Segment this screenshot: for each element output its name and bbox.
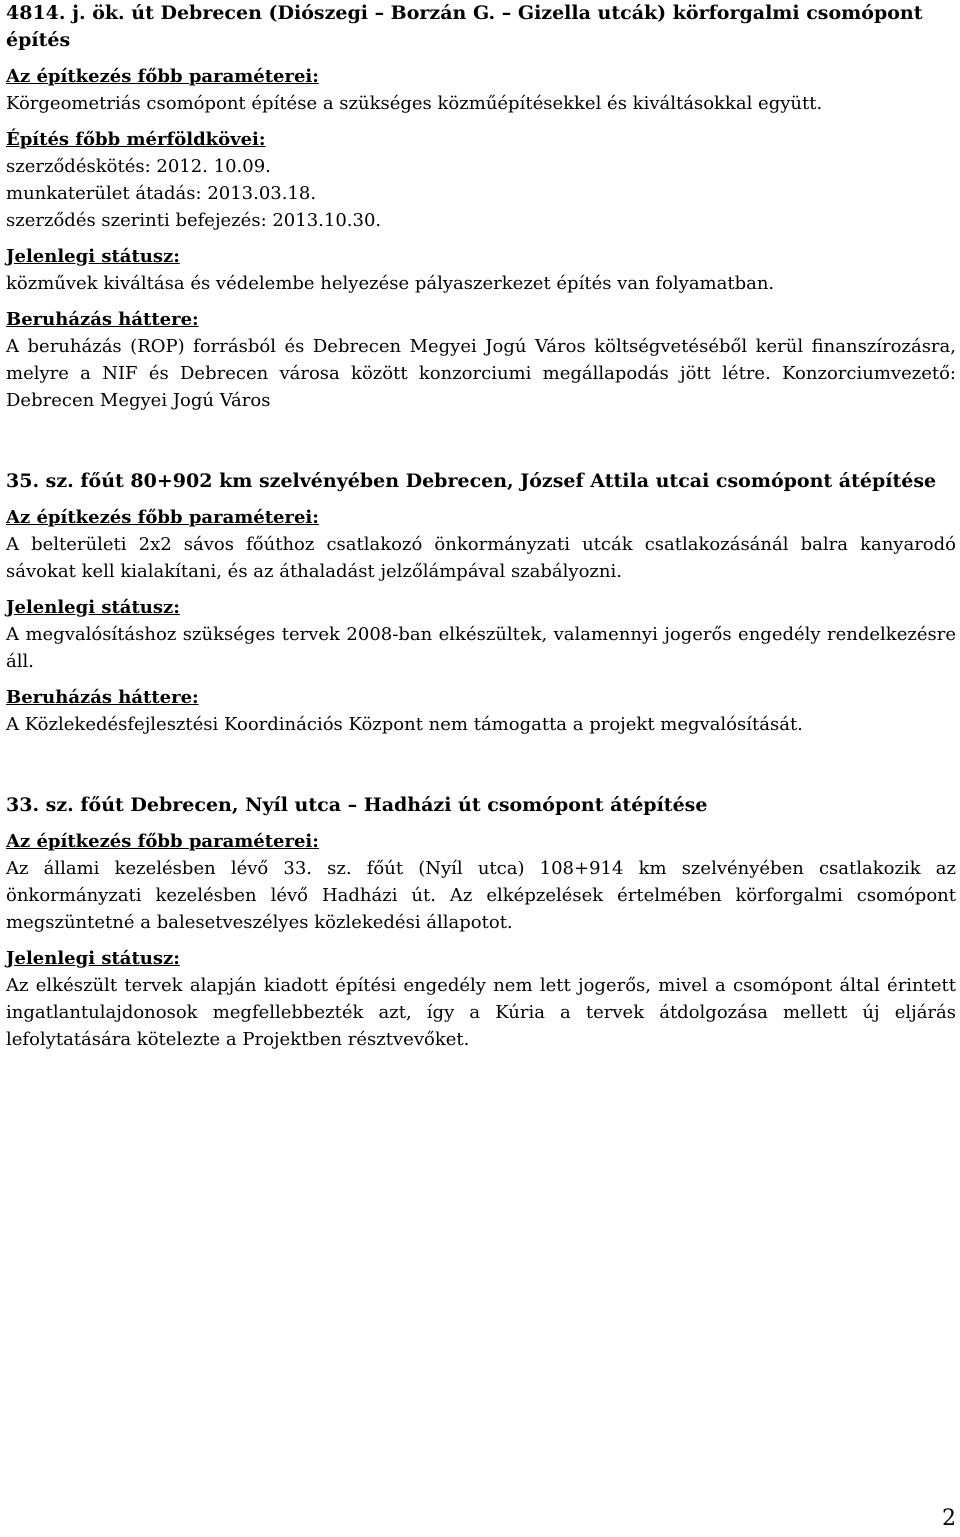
project-section-33: [6, 792, 956, 1053]
status-text: Az elkészült tervek alapján kiadott építési engedély nem lett jogerős, mivel a csomópont által érintett ingatlantulajdonosok megfellebbezték azt, így a Kúria a tervek átdolgozása mellett új eljárás lefolytatására kötelezte a Projektben résztvevőket.: [6, 975, 956, 1050]
params-heading: Az építkezés főbb paraméterei:: [6, 831, 319, 852]
params-heading: Az építkezés főbb paraméterei:: [6, 507, 319, 528]
document-page: [6, 0, 956, 1053]
status-heading: Jelenlegi státusz:: [6, 597, 180, 618]
milestones-heading: Építés főbb mérföldkövei:: [6, 129, 266, 150]
status-text: A megvalósításhoz szükséges tervek 2008-ban elkészültek, valamennyi jogerős engedély rendelkezésre áll.: [6, 624, 956, 672]
background-heading: Beruházás háttere:: [6, 309, 199, 330]
status-text: közművek kiváltása és védelembe helyezése pályaszerkezet építés van folyamatban.: [6, 273, 775, 294]
background-heading: Beruházás háttere:: [6, 687, 199, 708]
section-title: 33. sz. főút Debrecen, Nyíl utca – Hadházi út csomópont átépítése: [6, 794, 708, 816]
params-text: Körgeometriás csomópont építése a szükséges közműépítésekkel és kiváltásokkal együtt.: [6, 93, 823, 114]
milestone-completion: szerződés szerinti befejezés: 2013.10.30.: [6, 210, 382, 231]
background-text: A beruházás (ROP) forrásból és Debrecen Megyei Jogú Város költségvetéséből kerül finanszírozásra, melyre a NIF és Debrecen városa között konzorciumi megállapodás jött létre. Konzorciumvezető: Debrecen Megyei Jogú Város: [6, 336, 956, 411]
milestone-contract: szerződéskötés: 2012. 10.09.: [6, 156, 271, 177]
page-number: 2: [942, 1506, 956, 1531]
section-title: 4814. j. ök. út Debrecen (Diószegi – Borzán G. – Gizella utcák) körforgalmi csomópont építés: [6, 2, 923, 51]
params-heading: Az építkezés főbb paraméterei:: [6, 66, 319, 87]
project-section-4814: [6, 0, 956, 414]
background-text: A Közlekedésfejlesztési Koordinációs Központ nem támogatta a projekt megvalósítását.: [6, 714, 803, 735]
params-text: Az állami kezelésben lévő 33. sz. főút (Nyíl utca) 108+914 km szelvényében csatlakozik az önkormányzati kezelésben lévő Hadházi út. Az elképzelések értelmében körforgalmi csomópont megszüntetné a balesetveszélyes közlekedési állapotot.: [6, 858, 956, 933]
status-heading: Jelenlegi státusz:: [6, 246, 180, 267]
section-title: 35. sz. főút 80+902 km szelvényében Debrecen, József Attila utcai csomópont átépítése: [6, 470, 937, 492]
project-section-35: [6, 468, 956, 738]
params-text: A belterületi 2x2 sávos főúthoz csatlakozó önkormányzati utcák csatlakozásánál balra kanyarodó sávokat kell kialakítani, és az áthaladást jelzőlámpával szabályozni.: [6, 534, 956, 582]
milestone-handover: munkaterület átadás: 2013.03.18.: [6, 183, 317, 204]
status-heading: Jelenlegi státusz:: [6, 948, 180, 969]
